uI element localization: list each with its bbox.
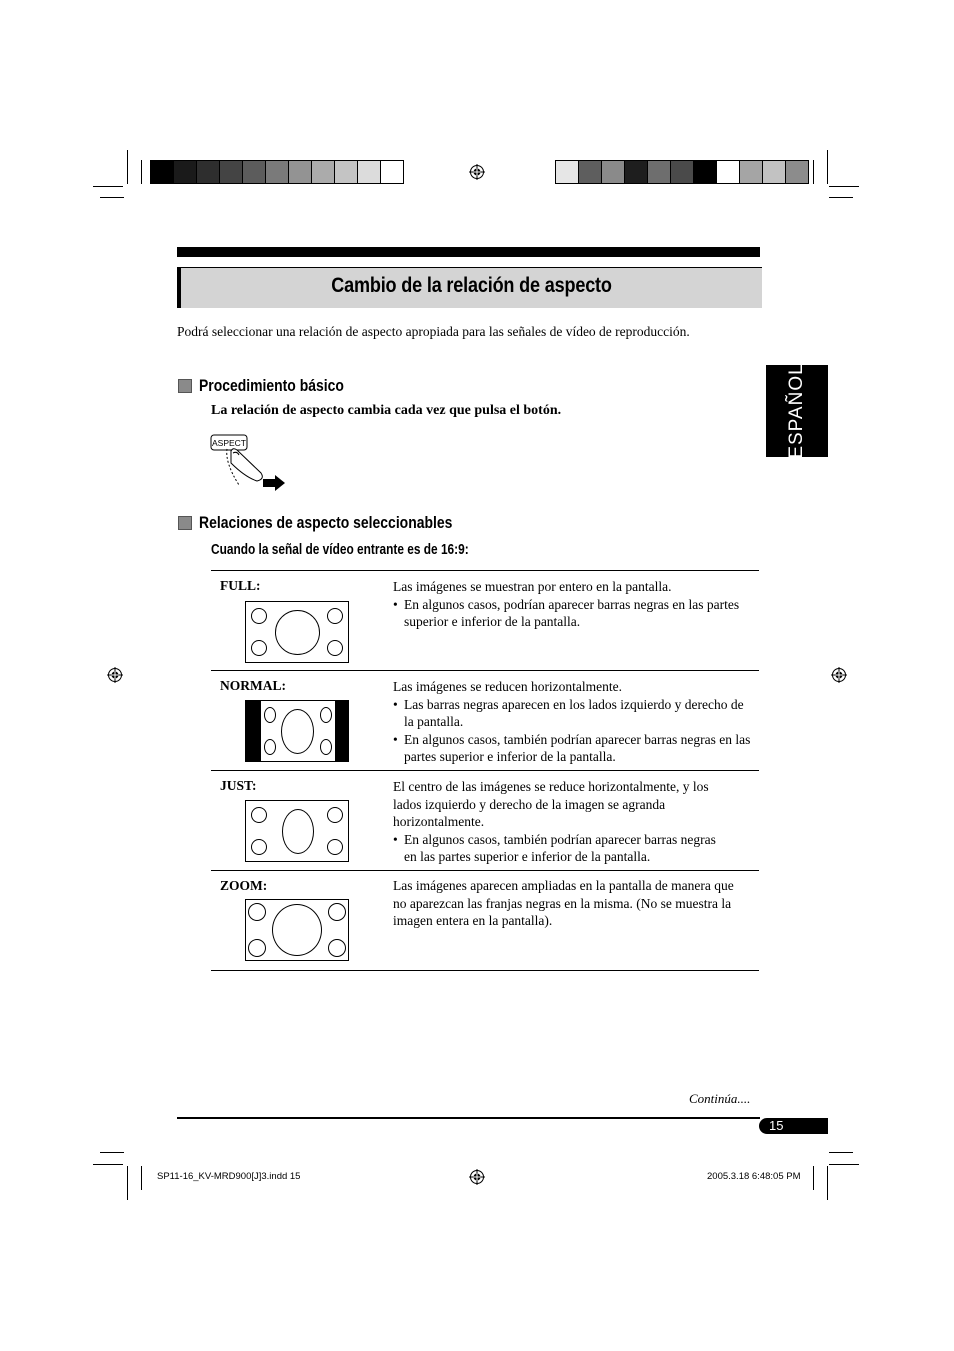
registration-mark-icon — [469, 164, 485, 180]
color-swatch — [381, 161, 403, 183]
mode-desc-text: Las imágenes aparecen ampliadas en la pantalla de manera que no aparezcan las franjas negras en la misma. (No se muestra la imagen entera en la pantalla). — [393, 878, 734, 929]
color-swatch — [625, 161, 648, 183]
aspect-button-label: ASPECT — [211, 438, 247, 448]
mode-desc-bullet: • En algunos casos, también podrían aparecer barras negras en las partes superior e inferior de la pantalla. — [393, 831, 723, 866]
color-swatch — [335, 161, 358, 183]
color-swatch — [740, 161, 763, 183]
footer-timestamp: 2005.3.18 6:48:05 PM — [707, 1171, 801, 1182]
color-swatch — [556, 161, 579, 183]
section-square-icon — [178, 379, 192, 393]
section1-heading: Procedimiento básico — [199, 376, 344, 395]
color-swatch — [671, 161, 694, 183]
color-swatch — [602, 161, 625, 183]
intro-text: Podrá seleccionar una relación de aspecto apropiada para las señales de vídeo de reproducción. — [177, 324, 690, 339]
color-swatch — [717, 161, 740, 183]
mode-label-just: JUST: — [220, 778, 257, 793]
section1-instruction: La relación de aspecto cambia cada vez que pulsa el botón. — [211, 403, 562, 418]
color-swatch — [579, 161, 602, 183]
title-rule — [177, 247, 760, 257]
mode-desc-zoom — [393, 877, 738, 930]
color-swatch — [358, 161, 381, 183]
color-swatch — [197, 161, 220, 183]
color-swatch — [151, 161, 174, 183]
color-bar-left — [150, 160, 404, 184]
section-square-icon — [178, 516, 192, 530]
table-rule — [211, 670, 759, 671]
mode-desc-normal — [393, 678, 755, 766]
mode-label-zoom: ZOOM: — [220, 878, 268, 893]
table-rule — [211, 570, 759, 571]
normal-screen-diagram — [245, 700, 349, 762]
mode-desc-bullet: • Las barras negras aparecen en los lados izquierdo y derecho de la pantalla. — [393, 696, 755, 731]
table-rule — [211, 870, 759, 871]
mode-label-full: FULL: — [220, 578, 261, 593]
color-swatch — [763, 161, 786, 183]
bottom-rule — [177, 1117, 760, 1119]
mode-desc-bullet: • En algunos casos, también podrían aparecer barras negras en las partes superior e inferior de la pantalla. — [393, 731, 755, 766]
color-swatch — [243, 161, 266, 183]
registration-mark-icon — [107, 667, 123, 683]
color-swatch — [312, 161, 335, 183]
color-bar-right — [555, 160, 809, 184]
color-swatch — [786, 161, 808, 183]
title-box — [177, 267, 762, 308]
full-screen-diagram — [245, 601, 349, 663]
mode-desc-text: Las imágenes se reducen horizontalmente. — [393, 679, 623, 694]
mode-desc-full — [393, 578, 755, 631]
mode-desc-just — [393, 778, 723, 866]
page-title: Cambio de la relación de aspecto — [331, 274, 612, 297]
aspect-button-press-icon — [209, 433, 289, 493]
just-screen-diagram — [245, 800, 349, 862]
zoom-screen-diagram — [245, 899, 349, 961]
page-number: 15 — [759, 1118, 828, 1134]
table-rule — [211, 970, 759, 971]
mode-desc-bullet: • En algunos casos, podrían aparecer barras negras en las partes superior e inferior de la pantalla. — [393, 596, 755, 631]
language-tab — [766, 365, 828, 457]
mode-label-normal: NORMAL: — [220, 678, 286, 693]
footer-file-info: SP11-16_KV-MRD900[J]3.indd 15 — [157, 1171, 301, 1182]
section2-heading: Relaciones de aspecto seleccionables — [199, 513, 453, 532]
color-swatch — [289, 161, 312, 183]
mode-desc-text: Las imágenes se muestran por entero en la pantalla. — [393, 579, 672, 594]
color-swatch — [174, 161, 197, 183]
language-tab-label: ESPAÑOL — [786, 363, 807, 459]
continues-note: Continúa.... — [689, 1091, 751, 1106]
color-swatch — [694, 161, 717, 183]
registration-mark-icon — [469, 1169, 485, 1185]
color-swatch — [266, 161, 289, 183]
mode-desc-text: El centro de las imágenes se reduce horizontalmente, y los lados izquierdo y derecho de la imagen se agranda horizontalmente. — [393, 779, 709, 830]
table-rule — [211, 770, 759, 771]
color-swatch — [220, 161, 243, 183]
color-swatch — [648, 161, 671, 183]
section2-subheading: Cuando la señal de vídeo entrante es de 16:9: — [211, 542, 469, 558]
registration-mark-icon — [831, 667, 847, 683]
